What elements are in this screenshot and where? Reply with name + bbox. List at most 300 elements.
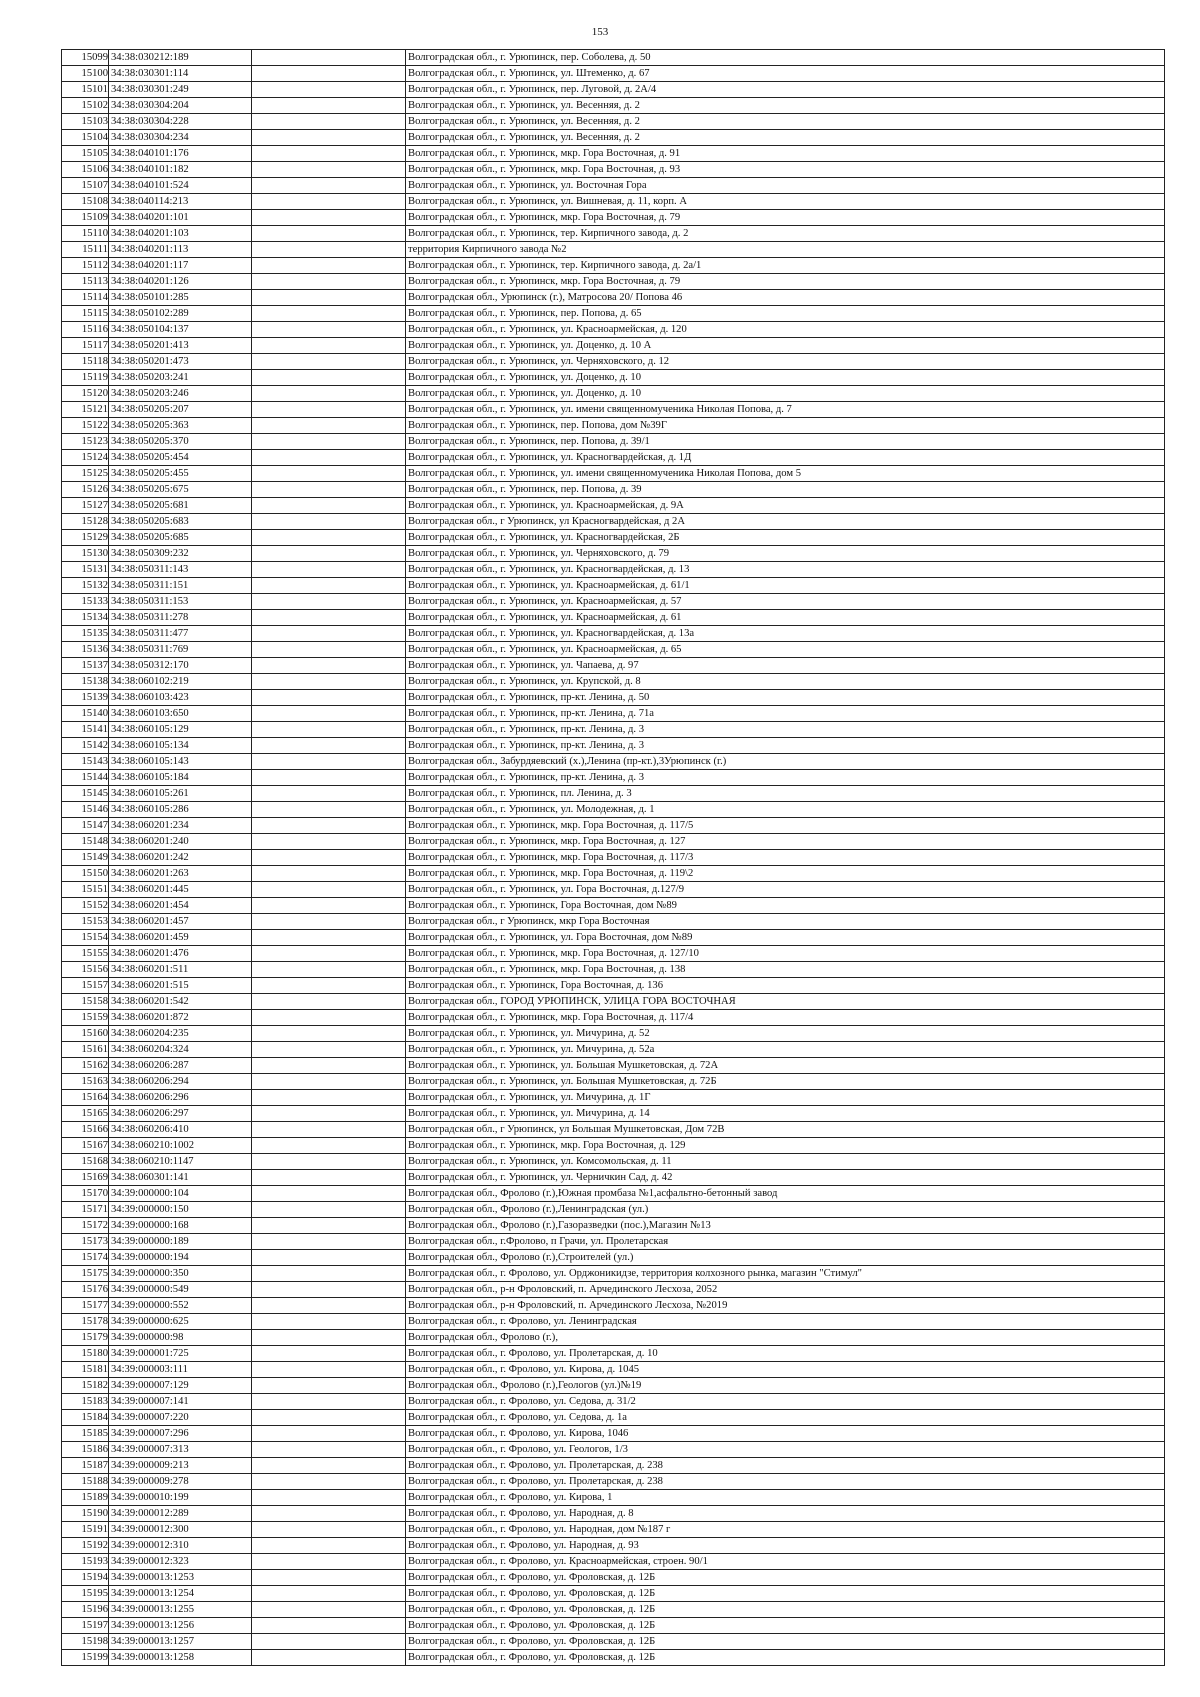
empty-cell	[252, 626, 406, 642]
empty-cell	[252, 834, 406, 850]
address: Волгоградская обл., г. Урюпинск, ул. Чапаева, д. 97	[406, 658, 1165, 674]
record-number: 15162	[62, 1058, 109, 1074]
table-row	[62, 1170, 1165, 1186]
address: Волгоградская обл., г. Урюпинск, ул. Мичурина, д. 14	[406, 1106, 1165, 1122]
empty-cell	[252, 930, 406, 946]
empty-cell	[252, 818, 406, 834]
address: Волгоградская обл., г. Фролово, ул. Фроловская, д. 12Б	[406, 1618, 1165, 1634]
address: Волгоградская обл., г. Урюпинск, мкр. Гора Восточная, д. 79	[406, 210, 1165, 226]
table-row	[62, 498, 1165, 514]
record-number: 15113	[62, 274, 109, 290]
empty-cell	[252, 1634, 406, 1650]
table-row	[62, 370, 1165, 386]
record-number: 15107	[62, 178, 109, 194]
address: Волгоградская обл., г. Урюпинск, ул. Красноармейская, д. 61/1	[406, 578, 1165, 594]
record-number: 15114	[62, 290, 109, 306]
table-row	[62, 818, 1165, 834]
address: Волгоградская обл., г. Урюпинск, ул. Весенняя, д. 2	[406, 130, 1165, 146]
record-number: 15183	[62, 1394, 109, 1410]
table-row	[62, 1266, 1165, 1282]
record-number: 15171	[62, 1202, 109, 1218]
record-number: 15155	[62, 946, 109, 962]
record-number: 15130	[62, 546, 109, 562]
address: Волгоградская обл., г. Урюпинск, ул. Гора Восточная, д.127/9	[406, 882, 1165, 898]
empty-cell	[252, 690, 406, 706]
table-row	[62, 1314, 1165, 1330]
record-number: 15172	[62, 1218, 109, 1234]
table-row	[62, 1378, 1165, 1394]
address: Волгоградская обл., г. Урюпинск, ул. Штеменко, д. 67	[406, 66, 1165, 82]
cadastral-number: 34:38:060206:297	[109, 1106, 252, 1122]
address: Волгоградская обл., г. Урюпинск, пл. Ленина, д. 3	[406, 786, 1165, 802]
address: Волгоградская обл., г. Фролово, ул. Орджоникидзе, территория колхозного рынка, магазин "Стимул"	[406, 1266, 1165, 1282]
record-number: 15111	[62, 242, 109, 258]
record-number: 15194	[62, 1570, 109, 1586]
empty-cell	[252, 530, 406, 546]
table-row	[62, 194, 1165, 210]
record-number: 15100	[62, 66, 109, 82]
address: Волгоградская обл., г. Фролово, ул. Фроловская, д. 12Б	[406, 1586, 1165, 1602]
table-row	[62, 146, 1165, 162]
empty-cell	[252, 994, 406, 1010]
cadastral-number: 34:38:050205:683	[109, 514, 252, 530]
address: Волгоградская обл., г. Урюпинск, ул. Черняховского, д. 12	[406, 354, 1165, 370]
empty-cell	[252, 1282, 406, 1298]
address: Волгоградская обл., г. Урюпинск, Гора Восточная, д. 136	[406, 978, 1165, 994]
cadastral-number: 34:38:050203:241	[109, 370, 252, 386]
cadastral-number: 34:38:060201:542	[109, 994, 252, 1010]
table-row	[62, 834, 1165, 850]
address: Волгоградская обл., г. Фролово, ул. Кирова, д. 1045	[406, 1362, 1165, 1378]
cadastral-number: 34:38:060201:454	[109, 898, 252, 914]
record-number: 15185	[62, 1426, 109, 1442]
record-number: 15189	[62, 1490, 109, 1506]
address: Волгоградская обл., г. Урюпинск, пр-кт. Ленина, д. 71а	[406, 706, 1165, 722]
empty-cell	[252, 322, 406, 338]
address: Волгоградская обл., г. Фролово, ул. Народная, д. 8	[406, 1506, 1165, 1522]
empty-cell	[252, 1138, 406, 1154]
table-row	[62, 386, 1165, 402]
address: Волгоградская обл., г. Урюпинск, мкр. Гора Восточная, д. 127	[406, 834, 1165, 850]
empty-cell	[252, 418, 406, 434]
record-number: 15176	[62, 1282, 109, 1298]
address: Волгоградская обл., г. Урюпинск, ул. Молодежная, д. 1	[406, 802, 1165, 818]
empty-cell	[252, 1010, 406, 1026]
address: Волгоградская обл., г. Урюпинск, мкр. Гора Восточная, д. 117/3	[406, 850, 1165, 866]
empty-cell	[252, 610, 406, 626]
empty-cell	[252, 1170, 406, 1186]
cadastral-number: 34:38:050312:170	[109, 658, 252, 674]
table-row	[62, 434, 1165, 450]
empty-cell	[252, 306, 406, 322]
empty-cell	[252, 706, 406, 722]
address: Волгоградская обл., г. Фролово, ул. Кирова, 1	[406, 1490, 1165, 1506]
address: Волгоградская обл., г. Урюпинск, мкр. Гора Восточная, д. 127/10	[406, 946, 1165, 962]
table-row	[62, 706, 1165, 722]
record-number: 15159	[62, 1010, 109, 1026]
address: Волгоградская обл., г. Урюпинск, пр-кт. Ленина, д. 50	[406, 690, 1165, 706]
empty-cell	[252, 770, 406, 786]
cadastral-number: 34:39:000012:323	[109, 1554, 252, 1570]
address: Волгоградская обл., г. Урюпинск, ул. Доценко, д. 10 А	[406, 338, 1165, 354]
cadastral-number: 34:39:000000:350	[109, 1266, 252, 1282]
empty-cell	[252, 466, 406, 482]
record-number: 15161	[62, 1042, 109, 1058]
address: Волгоградская обл., г. Урюпинск, ул. Доценко, д. 10	[406, 386, 1165, 402]
record-number: 15167	[62, 1138, 109, 1154]
record-number: 15180	[62, 1346, 109, 1362]
cadastral-number: 34:38:050203:246	[109, 386, 252, 402]
table-row	[62, 178, 1165, 194]
record-number: 15191	[62, 1522, 109, 1538]
record-number: 15109	[62, 210, 109, 226]
cadastral-number: 34:38:030212:189	[109, 50, 252, 66]
cadastral-number: 34:39:000013:1255	[109, 1602, 252, 1618]
address: Волгоградская обл., г. Урюпинск, ул. Гора Восточная, дом №89	[406, 930, 1165, 946]
table-row	[62, 1090, 1165, 1106]
table-row	[62, 658, 1165, 674]
empty-cell	[252, 498, 406, 514]
cadastral-number: 34:38:050205:455	[109, 466, 252, 482]
record-number: 15151	[62, 882, 109, 898]
empty-cell	[252, 1474, 406, 1490]
empty-cell	[252, 274, 406, 290]
address: Волгоградская обл., г. Фролово, ул. Пролетарская, д. 10	[406, 1346, 1165, 1362]
address: Волгоградская обл., г. Урюпинск, ул. имени священномученика Николая Попова, д. 7	[406, 402, 1165, 418]
cadastral-number: 34:39:000012:289	[109, 1506, 252, 1522]
table-row	[62, 130, 1165, 146]
record-number: 15199	[62, 1650, 109, 1666]
record-number: 15099	[62, 50, 109, 66]
table-row	[62, 1474, 1165, 1490]
address: Волгоградская обл., Забурдяевский (х.),Ленина (пр-кт.),3Урюпинск (г.)	[406, 754, 1165, 770]
record-number: 15158	[62, 994, 109, 1010]
cadastral-number: 34:39:000000:104	[109, 1186, 252, 1202]
cadastral-number: 34:39:000009:213	[109, 1458, 252, 1474]
cadastral-number: 34:38:050205:681	[109, 498, 252, 514]
record-number: 15141	[62, 722, 109, 738]
table-row	[62, 354, 1165, 370]
address: Волгоградская обл., г. Урюпинск, мкр. Гора Восточная, д. 117/5	[406, 818, 1165, 834]
record-number: 15112	[62, 258, 109, 274]
table-row	[62, 1410, 1165, 1426]
cadastral-number: 34:38:060103:650	[109, 706, 252, 722]
table-row	[62, 690, 1165, 706]
empty-cell	[252, 786, 406, 802]
table-row	[62, 98, 1165, 114]
cadastral-number: 34:39:000007:296	[109, 1426, 252, 1442]
empty-cell	[252, 1186, 406, 1202]
empty-cell	[252, 354, 406, 370]
record-number: 15144	[62, 770, 109, 786]
empty-cell	[252, 802, 406, 818]
address: Волгоградская обл., Фролово (г.),Газоразведки (пос.),Магазин №13	[406, 1218, 1165, 1234]
empty-cell	[252, 1394, 406, 1410]
record-number: 15170	[62, 1186, 109, 1202]
empty-cell	[252, 450, 406, 466]
table-row	[62, 514, 1165, 530]
cadastral-number: 34:38:050311:769	[109, 642, 252, 658]
record-number: 15126	[62, 482, 109, 498]
cadastral-number: 34:39:000007:141	[109, 1394, 252, 1410]
table-row	[62, 1554, 1165, 1570]
cadastral-number: 34:38:050311:153	[109, 594, 252, 610]
empty-cell	[252, 1058, 406, 1074]
record-number: 15166	[62, 1122, 109, 1138]
record-number: 15195	[62, 1586, 109, 1602]
empty-cell	[252, 1442, 406, 1458]
address: Волгоградская обл., г. Урюпинск, ул. Красногвардейская, д. 13	[406, 562, 1165, 578]
cadastral-number: 34:39:000001:725	[109, 1346, 252, 1362]
record-number: 15101	[62, 82, 109, 98]
cadastral-number: 34:38:060204:235	[109, 1026, 252, 1042]
empty-cell	[252, 370, 406, 386]
empty-cell	[252, 1074, 406, 1090]
address: Волгоградская обл., г. Урюпинск, ул. имени священномученика Николая Попова, дом 5	[406, 466, 1165, 482]
cadastral-number: 34:39:000013:1256	[109, 1618, 252, 1634]
table-row	[62, 50, 1165, 66]
record-number: 15117	[62, 338, 109, 354]
cadastral-number: 34:39:000000:552	[109, 1298, 252, 1314]
record-number: 15106	[62, 162, 109, 178]
table-row	[62, 1026, 1165, 1042]
address: Волгоградская обл., г. Урюпинск, ул. Черничкин Сад, д. 42	[406, 1170, 1165, 1186]
table-row	[62, 274, 1165, 290]
record-number: 15175	[62, 1266, 109, 1282]
address: Волгоградская обл., г. Урюпинск, ул. Красногвардейская, д. 1Д	[406, 450, 1165, 466]
cadastral-number: 34:38:050205:370	[109, 434, 252, 450]
address: Волгоградская обл., г. Урюпинск, ул. Комсомольская, д. 11	[406, 1154, 1165, 1170]
cadastral-number: 34:38:060301:141	[109, 1170, 252, 1186]
cadastral-number: 34:38:060105:184	[109, 770, 252, 786]
record-number: 15147	[62, 818, 109, 834]
table-row	[62, 610, 1165, 626]
table-row	[62, 1490, 1165, 1506]
record-number: 15135	[62, 626, 109, 642]
address: Волгоградская обл., г. Урюпинск, ул. Большая Мушкетовская, д. 72Б	[406, 1074, 1165, 1090]
record-number: 15133	[62, 594, 109, 610]
empty-cell	[252, 1602, 406, 1618]
record-number: 15120	[62, 386, 109, 402]
empty-cell	[252, 1106, 406, 1122]
record-number: 15110	[62, 226, 109, 242]
address: Волгоградская обл., Урюпинск (г.), Матросова 20/ Попова 46	[406, 290, 1165, 306]
table-row	[62, 1650, 1165, 1666]
cadastral-number: 34:38:060201:457	[109, 914, 252, 930]
cadastral-number: 34:38:030301:249	[109, 82, 252, 98]
table-row	[62, 290, 1165, 306]
table-row	[62, 994, 1165, 1010]
empty-cell	[252, 594, 406, 610]
empty-cell	[252, 146, 406, 162]
address: Волгоградская обл., г. Фролово, ул. Геологов, 1/3	[406, 1442, 1165, 1458]
cadastral-number: 34:38:040201:101	[109, 210, 252, 226]
address: Волгоградская обл., г. Урюпинск, мкр. Гора Восточная, д. 129	[406, 1138, 1165, 1154]
address: Волгоградская обл., г. Урюпинск, тер. Кирпичного завода, д. 2а/1	[406, 258, 1165, 274]
empty-cell	[252, 946, 406, 962]
empty-cell	[252, 1458, 406, 1474]
empty-cell	[252, 258, 406, 274]
address: Волгоградская обл., г. Урюпинск, ул. Вишневая, д. 11, корп. А	[406, 194, 1165, 210]
record-number: 15165	[62, 1106, 109, 1122]
table-row	[62, 674, 1165, 690]
address: Волгоградская обл., г. Фролово, ул. Пролетарская, д. 238	[406, 1458, 1165, 1474]
table-row	[62, 898, 1165, 914]
cadastral-number: 34:39:000000:625	[109, 1314, 252, 1330]
table-row	[62, 1218, 1165, 1234]
cadastral-number: 34:38:050311:151	[109, 578, 252, 594]
empty-cell	[252, 962, 406, 978]
table-row	[62, 1042, 1165, 1058]
address: Волгоградская обл., г. Урюпинск, мкр. Гора Восточная, д. 138	[406, 962, 1165, 978]
cadastral-number: 34:38:060105:134	[109, 738, 252, 754]
table-row	[62, 1586, 1165, 1602]
record-number: 15132	[62, 578, 109, 594]
table-row	[62, 594, 1165, 610]
table-row	[62, 1346, 1165, 1362]
record-number: 15116	[62, 322, 109, 338]
record-number: 15177	[62, 1298, 109, 1314]
cadastral-number: 34:38:060201:240	[109, 834, 252, 850]
table-row	[62, 1506, 1165, 1522]
address: Волгоградская обл., г Урюпинск, ул Красногвардейская, д 2А	[406, 514, 1165, 530]
record-number: 15138	[62, 674, 109, 690]
cadastral-number: 34:39:000007:313	[109, 1442, 252, 1458]
empty-cell	[252, 1554, 406, 1570]
cadastral-number: 34:38:030301:114	[109, 66, 252, 82]
cadastral-number: 34:38:040101:182	[109, 162, 252, 178]
record-number: 15115	[62, 306, 109, 322]
address: Волгоградская обл., г. Урюпинск, ул. Красногвардейская, д. 13а	[406, 626, 1165, 642]
address: Волгоградская обл., г. Урюпинск, пер. Попова, д. 65	[406, 306, 1165, 322]
address: Волгоградская обл., г. Урюпинск, ул. Красногвардейская, 2Б	[406, 530, 1165, 546]
record-number: 15131	[62, 562, 109, 578]
empty-cell	[252, 1346, 406, 1362]
record-number: 15179	[62, 1330, 109, 1346]
table-row	[62, 1458, 1165, 1474]
empty-cell	[252, 914, 406, 930]
cadastral-number: 34:38:060201:445	[109, 882, 252, 898]
table-row	[62, 1058, 1165, 1074]
table-row	[62, 1362, 1165, 1378]
address: Волгоградская обл., г. Фролово, ул. Седова, д. 31/2	[406, 1394, 1165, 1410]
empty-cell	[252, 386, 406, 402]
table-row	[62, 946, 1165, 962]
table-row	[62, 562, 1165, 578]
cadastral-number: 34:38:060204:324	[109, 1042, 252, 1058]
address: Волгоградская обл., г. Урюпинск, пер. Соболева, д. 50	[406, 50, 1165, 66]
empty-cell	[252, 1330, 406, 1346]
empty-cell	[252, 1026, 406, 1042]
empty-cell	[252, 434, 406, 450]
table-row	[62, 978, 1165, 994]
cadastral-number: 34:39:000000:549	[109, 1282, 252, 1298]
empty-cell	[252, 658, 406, 674]
cadastral-number: 34:38:050311:477	[109, 626, 252, 642]
address: Волгоградская обл., г. Фролово, ул. Фроловская, д. 12Б	[406, 1570, 1165, 1586]
cadastral-number: 34:38:040101:176	[109, 146, 252, 162]
cadastral-number: 34:39:000013:1257	[109, 1634, 252, 1650]
cadastral-number: 34:38:060206:287	[109, 1058, 252, 1074]
empty-cell	[252, 402, 406, 418]
address: Волгоградская обл., г. Урюпинск, ул. Красноармейская, д. 9А	[406, 498, 1165, 514]
address: Волгоградская обл., г. Фролово, ул. Фроловская, д. 12Б	[406, 1634, 1165, 1650]
cadastral-number: 34:39:000013:1258	[109, 1650, 252, 1666]
cadastral-number: 34:39:000000:98	[109, 1330, 252, 1346]
empty-cell	[252, 1378, 406, 1394]
cadastral-number: 34:39:000013:1254	[109, 1586, 252, 1602]
address: Волгоградская обл., г. Урюпинск, пер. Луговой, д. 2А/4	[406, 82, 1165, 98]
table-row	[62, 258, 1165, 274]
cadastral-number: 34:38:030304:228	[109, 114, 252, 130]
cadastral-number: 34:39:000000:189	[109, 1234, 252, 1250]
record-number: 15173	[62, 1234, 109, 1250]
empty-cell	[252, 114, 406, 130]
table-row	[62, 1570, 1165, 1586]
empty-cell	[252, 1298, 406, 1314]
address: Волгоградская обл., Фролово (г.),Геологов (ул.)№19	[406, 1378, 1165, 1394]
address: Волгоградская обл., г Урюпинск, мкр Гора Восточная	[406, 914, 1165, 930]
empty-cell	[252, 1426, 406, 1442]
record-number: 15140	[62, 706, 109, 722]
record-number: 15103	[62, 114, 109, 130]
address: Волгоградская обл., р-н Фроловский, п. Арчединского Лесхоза, №2019	[406, 1298, 1165, 1314]
record-number: 15108	[62, 194, 109, 210]
table-row	[62, 962, 1165, 978]
cadastral-number: 34:39:000013:1253	[109, 1570, 252, 1586]
table-row	[62, 770, 1165, 786]
empty-cell	[252, 210, 406, 226]
cadastral-number: 34:39:000009:278	[109, 1474, 252, 1490]
cadastral-number: 34:39:000000:168	[109, 1218, 252, 1234]
cadastral-number: 34:38:050311:278	[109, 610, 252, 626]
record-number: 15182	[62, 1378, 109, 1394]
record-number: 15125	[62, 466, 109, 482]
table-row	[62, 450, 1165, 466]
table-row	[62, 722, 1165, 738]
record-number: 15152	[62, 898, 109, 914]
table-row	[62, 1138, 1165, 1154]
empty-cell	[252, 1490, 406, 1506]
table-row	[62, 1618, 1165, 1634]
record-number: 15169	[62, 1170, 109, 1186]
empty-cell	[252, 546, 406, 562]
address: Волгоградская обл., г. Урюпинск, ул. Красноармейская, д. 61	[406, 610, 1165, 626]
address: Волгоградская обл., г. Фролово, ул. Фроловская, д. 12Б	[406, 1650, 1165, 1666]
record-number: 15150	[62, 866, 109, 882]
registry-table	[61, 49, 1165, 1666]
address: Волгоградская обл., г. Урюпинск, пр-кт. Ленина, д. 3	[406, 770, 1165, 786]
empty-cell	[252, 674, 406, 690]
table-row	[62, 82, 1165, 98]
empty-cell	[252, 1410, 406, 1426]
address: Волгоградская обл., Фролово (г.),Ленинградская (ул.)	[406, 1202, 1165, 1218]
address: Волгоградская обл., г. Урюпинск, мкр. Гора Восточная, д. 93	[406, 162, 1165, 178]
address: Волгоградская обл., г. Урюпинск, пер. Попова, дом №39Г	[406, 418, 1165, 434]
record-number: 15123	[62, 434, 109, 450]
table-row	[62, 210, 1165, 226]
empty-cell	[252, 1650, 406, 1666]
cadastral-number: 34:38:050201:413	[109, 338, 252, 354]
empty-cell	[252, 578, 406, 594]
table-row	[62, 242, 1165, 258]
record-number: 15145	[62, 786, 109, 802]
empty-cell	[252, 66, 406, 82]
table-row	[62, 66, 1165, 82]
address: Волгоградская обл., г Урюпинск, ул Большая Мушкетовская, Дом 72В	[406, 1122, 1165, 1138]
cadastral-number: 34:39:000000:194	[109, 1250, 252, 1266]
record-number: 15105	[62, 146, 109, 162]
